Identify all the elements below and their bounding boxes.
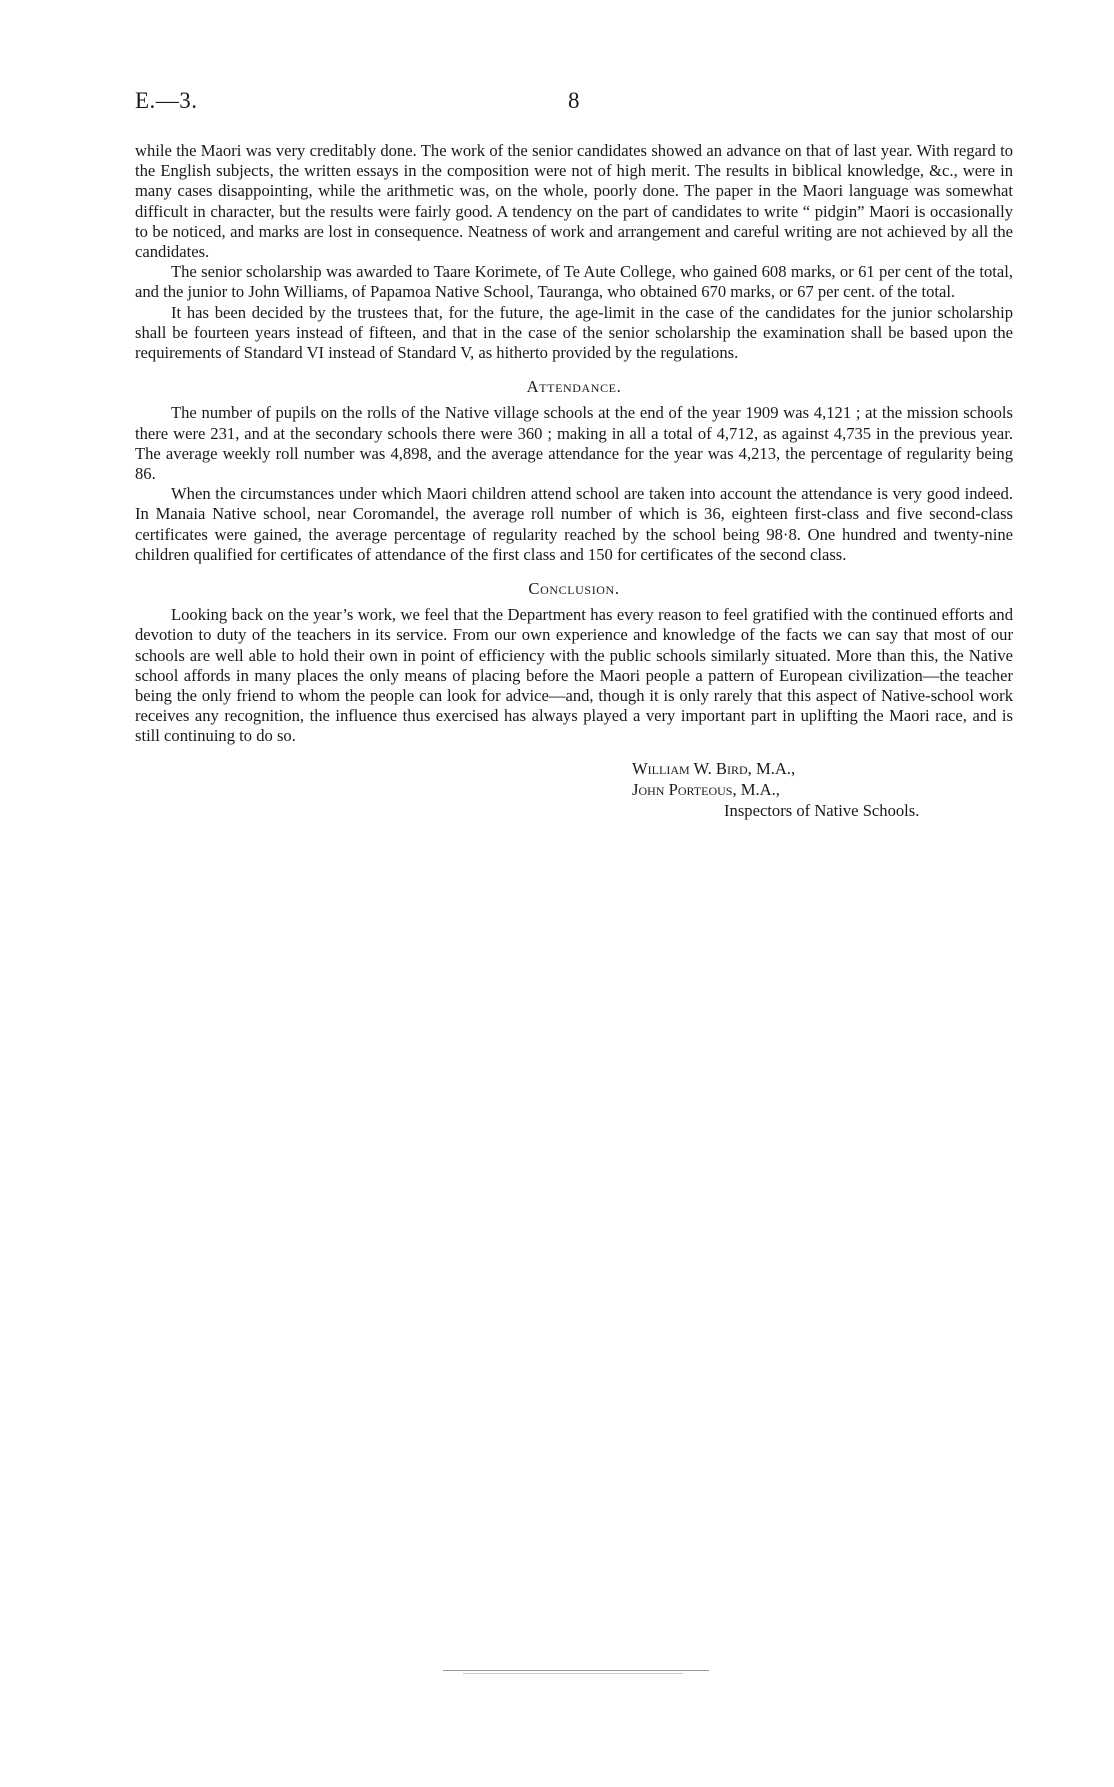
section-heading-attendance: Attendance. (526, 377, 622, 397)
signatory-porteous: John Porteous, M.A., (632, 779, 780, 799)
document-reference: E.—3. (135, 88, 198, 113)
section-heading-conclusion: Conclusion. (528, 579, 620, 599)
paragraph-age-limit: It has been decided by the trustees that, for the future, the age-limit in the case of the candidates for the junior scholarship shall be fourteen years instead of fifteen, and that in the case of the senior scholarship the examination shall be based upon the requirements of Standard VI instead of Standard V, as hitherto provided by the regulations. (135, 302, 1013, 363)
signatory-bird: William W. Bird, M.A., (632, 758, 796, 778)
paragraph-attendance-circumstances: When the circumstances under which Maori children attend school are taken into account the attendance is very good indeed. In Manaia Native school, near Coromandel, the average roll number of which is 36, eighteen first-class and five second-class certificates were gained, the average percentage of regularity reached by the school being 98·8. One hundred and twenty-nine children qualified for certificates of attendance of the first class and 150 for certificates of the second class. (135, 484, 1013, 564)
signature-block (135, 759, 1013, 825)
paragraph-scholarship-awards: The senior scholarship was awarded to Taare Korimete, of Te Aute College, who gained 608 marks, or 61 per cent of the total, and the junior to John Williams, of Papamoa Native School, Tauranga, who obtained 670 marks, or 67 per cent. of the total. (135, 262, 1013, 302)
document-body (135, 141, 1013, 825)
paragraph-attendance-numbers: The number of pupils on the rolls of the Native village schools at the end of the year 1909 was 4,121 ; at the mission schools there were 231, and at the secondary schools there were 360 ; making in all a total of 4,712, as against 4,735 in the previous year. The average weekly roll number was 4,898, and the average attendance for the year was 4,213, the percentage of regularity being 86. (135, 403, 1013, 484)
end-rule-divider (443, 1670, 709, 1671)
page-number: 8 (568, 88, 580, 113)
signatory-title: Inspectors of Native Schools. (724, 800, 920, 820)
paragraph-examination-results: while the Maori was very creditably done. The work of the senior candidates showed an advance on that of last year. With regard to the English subjects, the written essays in the composition were not of high merit. The results in biblical knowledge, &c., were in many cases disappointing, while the arithmetic was, on the whole, poorly done. The paper in the Maori language was somewhat difficult in character, but the results were fairly good. A tendency on the part of candidates to write “ pidgin” Maori is occasionally to be noticed, and marks are lost in consequence. Neatness of work and arrangement and careful writing are not achieved by all the candidates. (135, 141, 1013, 262)
paragraph-conclusion: Looking back on the year’s work, we feel that the Department has every reason to feel gratified with the continued efforts and devotion to duty of the teachers in its service. From our own experience and knowledge of the facts we can say that most of our schools are well able to hold their own in point of efficiency with the public schools similarly situated. More than this, the Native school affords in many places the only means of placing before the Maori people a pattern of European civilization—the teacher being the only friend to whom the people can look for advice—and, though it is only rarely that this aspect of Native-school work receives any recognition, the influence thus exercised has always played a very important part in uplifting the Maori race, and is still continuing to do so. (135, 605, 1013, 746)
